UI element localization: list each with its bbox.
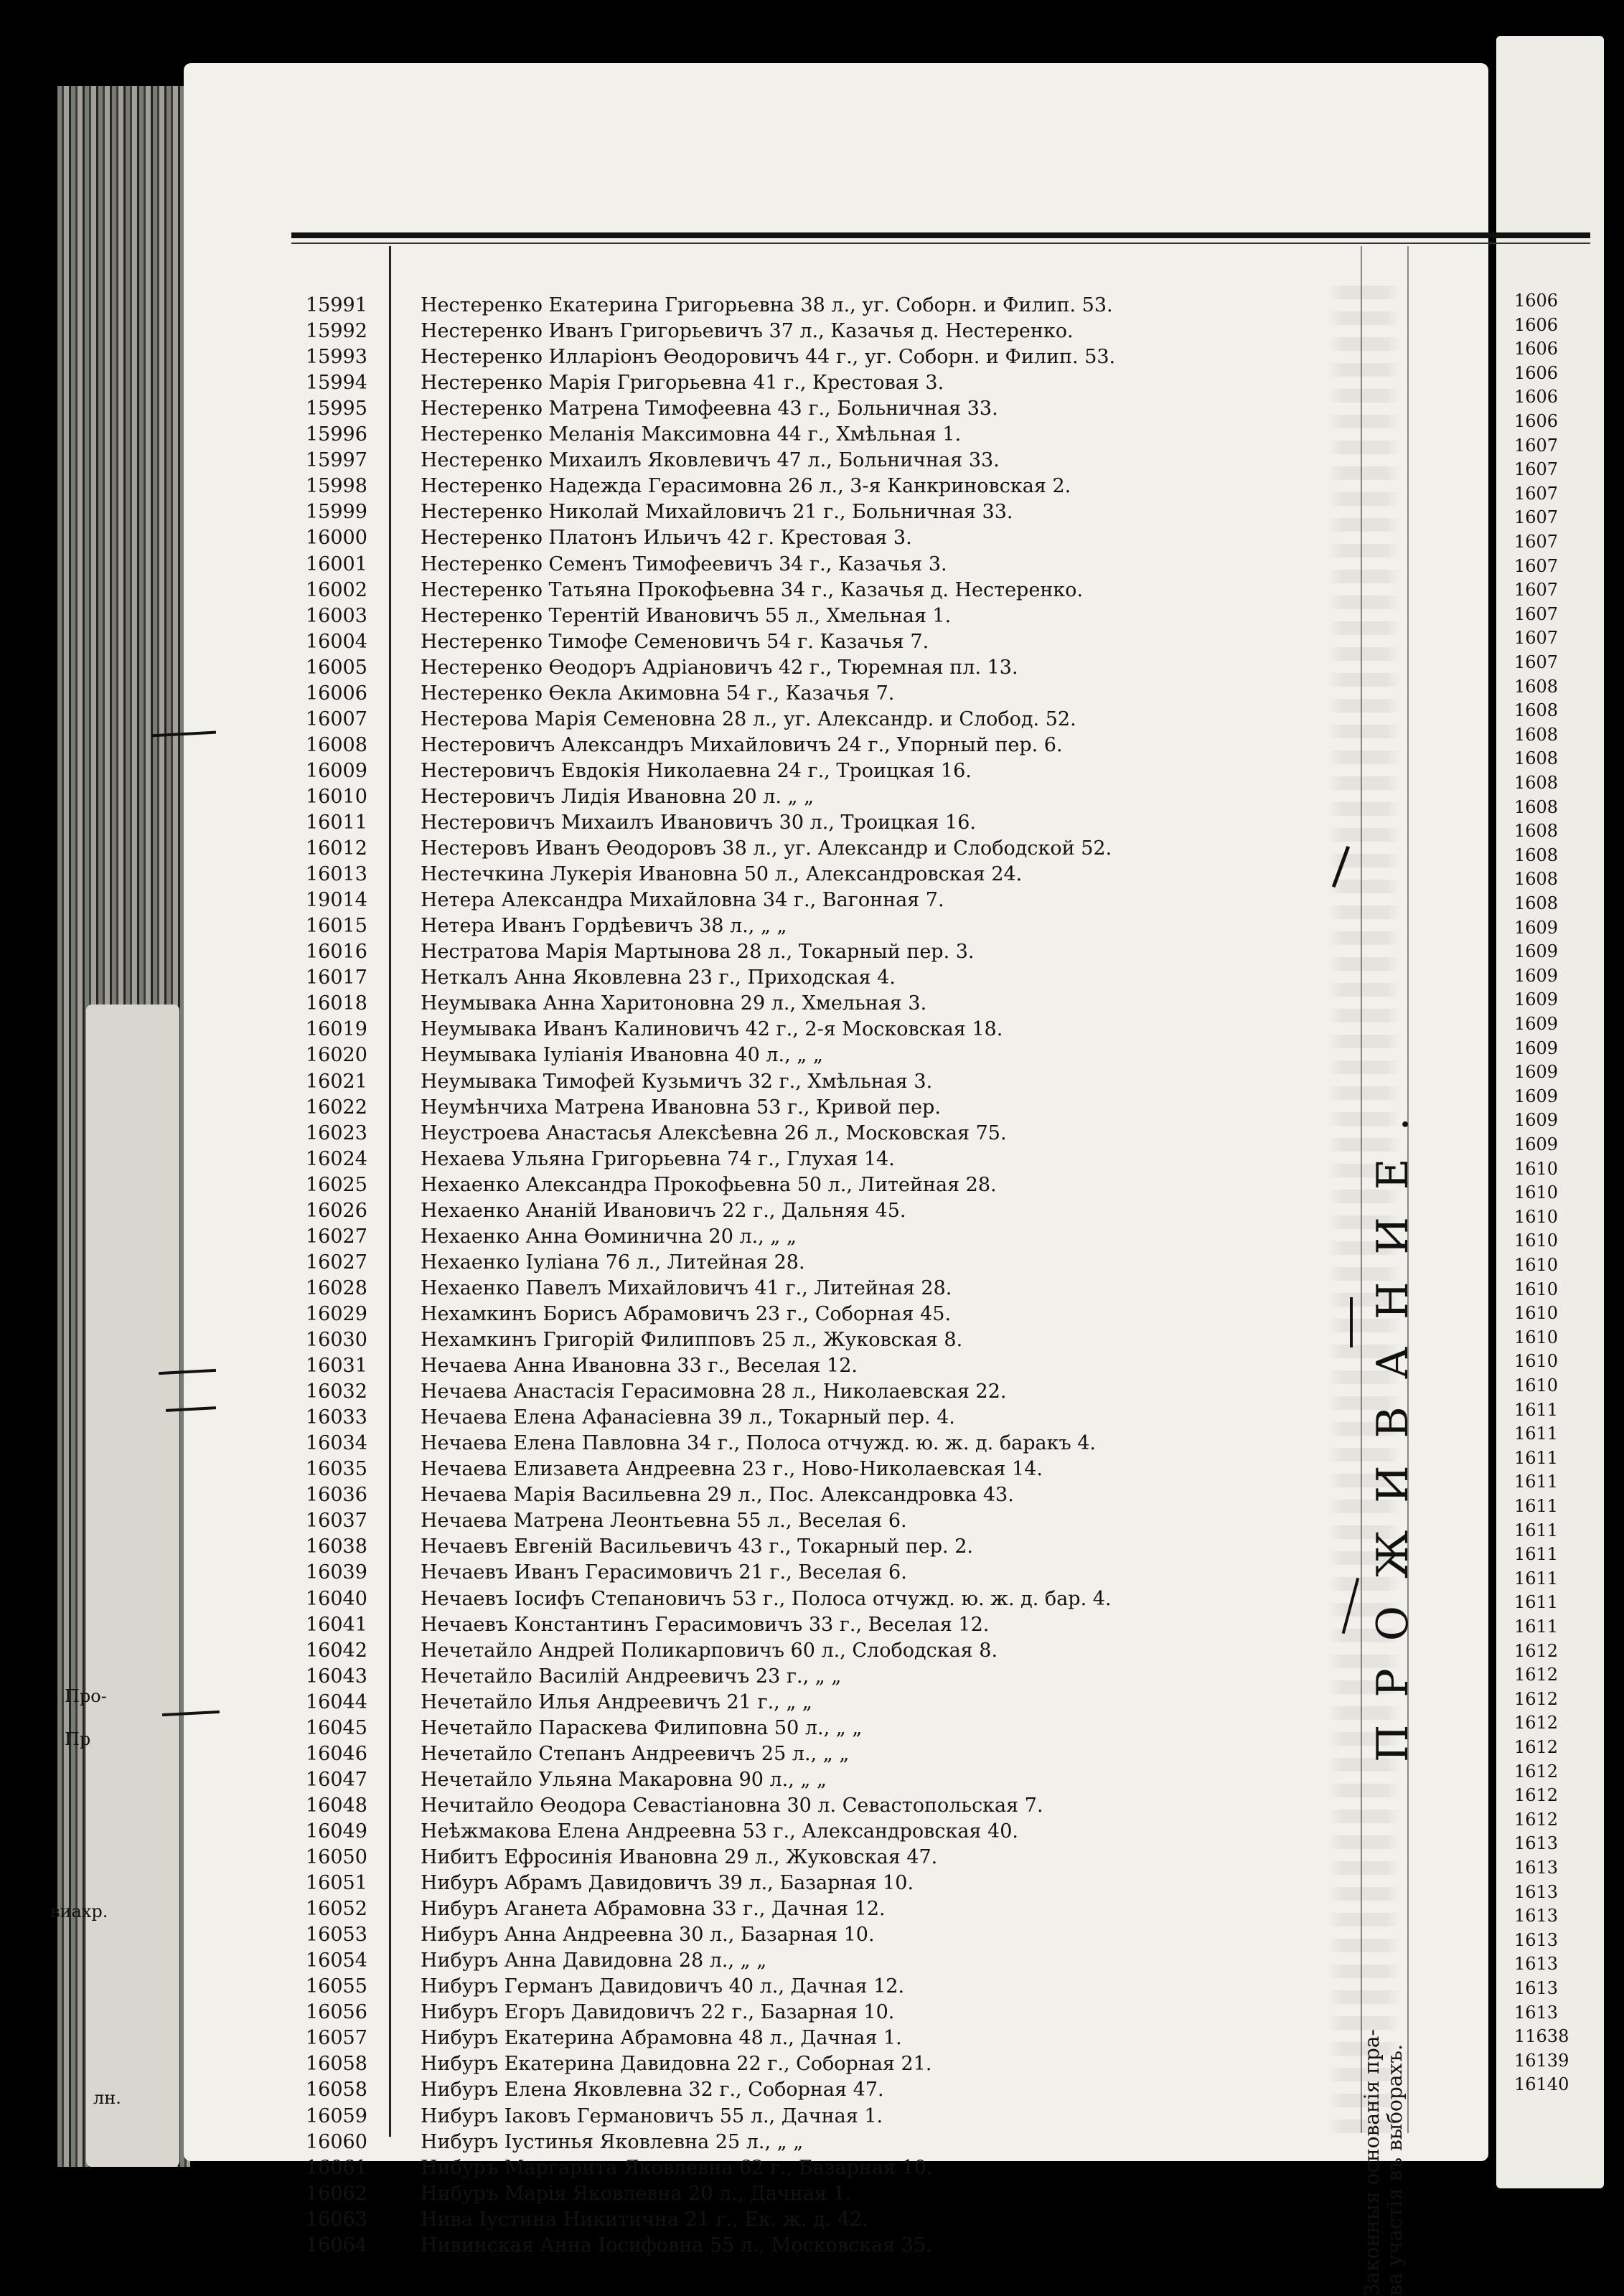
bleed-line <box>1328 337 1400 351</box>
side-section-title: ПРОЖИВАНИЕ. <box>1368 1090 1418 1763</box>
entry-number: 16033 <box>306 1406 367 1429</box>
entry-text: Нетера Иванъ Гордѣевичъ 38 л., „ „ <box>421 915 787 938</box>
entry-number: 16040 <box>306 1587 367 1610</box>
adjacent-entry-number: 1610 <box>1514 1279 1559 1299</box>
entry-number: 16063 <box>306 2208 367 2231</box>
entry-number: 16029 <box>306 1302 367 1325</box>
entry-text: Нестеренко Тимофе Семеновичъ 54 г. Казачья 7. <box>421 630 929 653</box>
entry-number: 16036 <box>306 1484 367 1507</box>
entry-number: 15991 <box>306 294 367 316</box>
adjacent-entry-number: 1607 <box>1514 652 1559 672</box>
adjacent-entry-number: 1606 <box>1514 387 1559 408</box>
entry-text: Нестеренко Надежда Герасимовна 26 л., 3-я Канкриновская 2. <box>421 475 1071 498</box>
entry-number: 16037 <box>306 1510 367 1533</box>
entry-number: 16002 <box>306 578 367 601</box>
adjacent-entry-number: 1609 <box>1514 917 1559 938</box>
bleed-line <box>1328 441 1400 454</box>
entry-text: Нестеренко Платонъ Ильичъ 42 г. Крестовая 3. <box>421 527 912 550</box>
entry-text: Неумывака Иванъ Калиновичъ 42 г., 2-я Московская 18. <box>421 1018 1003 1041</box>
entry-number: 16038 <box>306 1535 367 1558</box>
entry-text: Нечаева Елена Афанасіевна 39 л., Токарный пер. 4. <box>421 1406 955 1429</box>
entry-number: 15994 <box>306 372 367 395</box>
entry-text: Нибуръ Германъ Давидовичъ 40 л., Дачная 12. <box>421 1975 905 1998</box>
entry-number: 15993 <box>306 346 367 369</box>
entry-text: Нестеренко Ѳекла Акимовна 54 г., Казачья 7. <box>421 682 895 705</box>
entry-text: Нестеренко Екатерина Григорьевна 38 л., уг. Соборн. и Филип. 53. <box>421 294 1113 316</box>
bleed-line <box>1328 389 1400 403</box>
entry-text: Нестеровичъ Михаилъ Ивановичъ 30 л., Троицкая 16. <box>421 811 976 834</box>
side-column-heading <box>1360 2029 1407 2296</box>
entry-text: Нехаенко Павелъ Михайловичъ 41 г., Литейная 28. <box>421 1276 952 1299</box>
entry-number: 16043 <box>306 1665 367 1688</box>
entry-text: Нибуръ Іаковъ Германовичъ 55 л., Дачная 1. <box>421 2104 883 2127</box>
bleed-line <box>1328 492 1400 506</box>
adjacent-entry-number: 1611 <box>1514 1544 1559 1565</box>
adjacent-entry-number: 1613 <box>1514 1906 1559 1926</box>
adjacent-entry-number: 1609 <box>1514 1014 1559 1034</box>
adjacent-entry-number: 1610 <box>1514 1158 1559 1179</box>
bleed-line <box>1328 570 1400 583</box>
bleed-line <box>1328 880 1400 893</box>
entry-number: 16045 <box>306 1716 367 1739</box>
adjacent-entry-number: 1607 <box>1514 603 1559 624</box>
entry-number: 16054 <box>306 1949 367 1972</box>
entry-text: Нестеровичъ Евдокія Николаевна 24 г., Троицкая 16. <box>421 759 972 782</box>
entry-text: Нибитъ Ефросинія Ивановна 29 л., Жуковская 47. <box>421 1846 938 1868</box>
entry-text: Нибуръ Екатерина Абрамовна 48 л., Дачная 1. <box>421 2027 902 2050</box>
entry-text: Нибуръ Анна Давидовна 28 л., „ „ <box>421 1949 767 1972</box>
bleed-line <box>1328 1965 1400 1978</box>
adjacent-entry-number: 1608 <box>1514 844 1559 865</box>
entry-text: Нехаенко Анна Ѳоминична 20 л., „ „ <box>421 1225 797 1248</box>
entry-text: Неѣжмакова Елена Андреевна 53 г., Александровская 40. <box>421 1820 1018 1843</box>
adjacent-entry-number: 1611 <box>1514 1447 1559 1468</box>
adjacent-entry-number: 1606 <box>1514 362 1559 383</box>
entry-text: Нестеренко Матрена Тимофеевна 43 г., Больничная 33. <box>421 397 998 420</box>
adjacent-entry-number: 1608 <box>1514 700 1559 721</box>
entry-number: 16061 <box>306 2156 367 2179</box>
entry-text: Нестеровичъ Александръ Михайловичъ 24 г., Упорный пер. 6. <box>421 733 1063 756</box>
adjacent-entry-number: 1608 <box>1514 748 1559 769</box>
entry-number: 16047 <box>306 1768 367 1791</box>
bleed-line <box>1328 699 1400 712</box>
adjacent-entry-number: 1607 <box>1514 532 1559 552</box>
entry-text: Нива Іустина Никитична 21 г., Ек. ж. д. 42. <box>421 2208 868 2231</box>
bleed-line <box>1328 286 1400 299</box>
entry-text: Нестеренко Семенъ Тимофеевичъ 34 г., Казачья 3. <box>421 552 947 575</box>
entry-number: 16039 <box>306 1561 367 1584</box>
adjacent-entry-number: 1610 <box>1514 1206 1559 1227</box>
entry-text: Нестеренко Михаилъ Яковлевичъ 47 л., Больничная 33. <box>421 449 1000 472</box>
bleed-line <box>1328 544 1400 557</box>
entry-text: Нечаевъ Константинъ Герасимовичъ 33 г., Веселая 12. <box>421 1613 990 1636</box>
entry-number: 16056 <box>306 2001 367 2024</box>
adjacent-entry-number: 1612 <box>1514 1761 1559 1782</box>
entry-number: 16064 <box>306 2234 367 2257</box>
adjacent-entry-number: 1612 <box>1514 1665 1559 1685</box>
entry-number: 16005 <box>306 656 367 679</box>
entry-number: 16026 <box>306 1199 367 1222</box>
bleed-line <box>1328 673 1400 687</box>
entry-text: Нечитайло Ѳеодора Севастіановна 30 л. Севастопольская 7. <box>421 1794 1043 1817</box>
bleed-line <box>1328 828 1400 842</box>
entry-text: Нечаевъ Іосифъ Степановичъ 53 г., Полоса отчужд. ю. ж. д. бар. 4. <box>421 1587 1112 1610</box>
adjacent-entry-number: 16140 <box>1514 2074 1569 2095</box>
left-fragment-text: лн. <box>93 2088 121 2108</box>
bleed-line <box>1328 621 1400 635</box>
entry-text: Нестеренко Терентій Ивановичъ 55 л., Хмельная 1. <box>421 604 952 627</box>
entry-text: Неумѣнчиха Матрена Ивановна 53 г., Кривой пер. <box>421 1096 941 1119</box>
entry-number: 15997 <box>306 449 367 472</box>
adjacent-entry-number: 1607 <box>1514 628 1559 649</box>
entry-number: 16059 <box>306 2104 367 2127</box>
entry-number: 16019 <box>306 1018 367 1041</box>
entry-text: Неумывака Іуліанія Ивановна 40 л., „ „ <box>421 1044 823 1067</box>
adjacent-entry-number: 1610 <box>1514 1231 1559 1251</box>
bleed-line <box>1328 2016 1400 2030</box>
side-heading-line: ва участія въ выборахъ. <box>1383 2044 1407 2296</box>
adjacent-entry-number: 1607 <box>1514 555 1559 576</box>
entry-text: Нечетайло Степанъ Андреевичъ 25 л., „ „ <box>421 1742 850 1765</box>
entry-number: 15995 <box>306 397 367 420</box>
bleed-line <box>1328 415 1400 428</box>
bleed-line <box>1328 518 1400 532</box>
adjacent-entry-number: 1608 <box>1514 869 1559 890</box>
entry-number: 16015 <box>306 915 367 938</box>
entry-number: 16013 <box>306 863 367 886</box>
entry-number: 16027 <box>306 1251 367 1274</box>
entry-number: 16006 <box>306 682 367 705</box>
entry-number: 16020 <box>306 1044 367 1067</box>
entry-text: Нечаевъ Евгеній Васильевичъ 43 г., Токарный пер. 2. <box>421 1535 973 1558</box>
adjacent-entry-number: 1611 <box>1514 1472 1559 1492</box>
adjacent-entry-number: 1610 <box>1514 1303 1559 1324</box>
adjacent-entry-number: 1609 <box>1514 989 1559 1010</box>
adjacent-entry-number: 1613 <box>1514 1833 1559 1854</box>
entry-text: Нехаева Ульяна Григорьевна 74 г., Глухая 14. <box>421 1147 895 1170</box>
entry-number: 16012 <box>306 837 367 860</box>
adjacent-entry-number: 1612 <box>1514 1809 1559 1830</box>
adjacent-entry-number: 1610 <box>1514 1351 1559 1372</box>
adjacent-entry-number: 1606 <box>1514 339 1559 359</box>
adjacent-entry-number: 1607 <box>1514 459 1559 480</box>
entry-text: Нечаева Анастасія Герасимовна 28 л., Николаевская 22. <box>421 1380 1007 1403</box>
entry-number: 16021 <box>306 1070 367 1093</box>
bleed-line <box>1328 647 1400 661</box>
bleed-line <box>1328 776 1400 790</box>
entry-number: 16044 <box>306 1690 367 1713</box>
entry-text: Нестеренко Николай Михайловичъ 21 г., Больничная 33. <box>421 501 1013 524</box>
entry-text: Нечетайло Илья Андреевичъ 21 г., „ „ <box>421 1690 812 1713</box>
adjacent-entry-number: 11638 <box>1514 2026 1569 2047</box>
adjacent-entry-number: 1606 <box>1514 411 1559 431</box>
adjacent-entry-number: 1613 <box>1514 2002 1559 2023</box>
adjacent-entry-number: 1610 <box>1514 1327 1559 1347</box>
entry-text: Нехаенко Іуліана 76 л., Литейная 28. <box>421 1251 805 1274</box>
entry-text: Нибуръ Марія Яковлевна 20 л., Дачная 1. <box>421 2182 852 2205</box>
adjacent-entry-number: 1611 <box>1514 1424 1559 1444</box>
adjacent-entry-number: 1608 <box>1514 724 1559 745</box>
adjacent-entry-number: 1608 <box>1514 893 1559 913</box>
bleed-line <box>1328 596 1400 609</box>
adjacent-entry-number: 1607 <box>1514 580 1559 601</box>
entry-text: Нечаева Марія Васильевна 29 л., Пос. Александровка 43. <box>421 1484 1014 1507</box>
adjacent-entry-number: 1608 <box>1514 676 1559 697</box>
entry-text: Неткалъ Анна Яковлевна 23 г., Приходская 4. <box>421 966 896 989</box>
entry-text: Нибуръ Аганета Абрамовна 33 г., Дачная 12. <box>421 1898 886 1921</box>
adjacent-entry-number: 1613 <box>1514 1954 1559 1975</box>
adjacent-entry-number: 1609 <box>1514 941 1559 962</box>
entry-number: 16011 <box>306 811 367 834</box>
entry-number: 16041 <box>306 1613 367 1636</box>
bleed-line <box>1328 466 1400 480</box>
bleed-line <box>1328 905 1400 919</box>
entry-text: Нибуръ Елена Яковлевна 32 г., Соборная 47. <box>421 2079 884 2102</box>
left-page-fragment <box>36 1686 151 2117</box>
entry-number: 16001 <box>306 552 367 575</box>
entry-number: 16053 <box>306 1924 367 1947</box>
entry-text: Нехамкинъ Борисъ Абрамовичъ 23 г., Соборная 45. <box>421 1302 952 1325</box>
entry-number: 16032 <box>306 1380 367 1403</box>
left-fragment-text: Прo- <box>65 1686 107 1706</box>
entry-number: 15996 <box>306 423 367 446</box>
entry-number: 16049 <box>306 1820 367 1843</box>
adjacent-entry-number: 1611 <box>1514 1496 1559 1516</box>
entry-text: Нехаенко Александра Прокофьевна 50 л., Литейная 28. <box>421 1173 997 1196</box>
header-rule-thin <box>291 243 1590 244</box>
entry-text: Неумывака Анна Харитоновна 29 л., Хмельная 3. <box>421 992 927 1015</box>
entry-text: Нивинская Анна Іосифовна 55 л., Московская 35. <box>421 2234 932 2257</box>
entry-number: 16058 <box>306 2079 367 2102</box>
entry-text: Нестеренко Иванъ Григорьевичъ 37 л., Казачья д. Нестеренко. <box>421 320 1074 343</box>
bleed-line <box>1328 1990 1400 2004</box>
pen-mark <box>1350 1297 1353 1347</box>
register-page <box>184 63 1488 2296</box>
entry-number: 16042 <box>306 1639 367 1662</box>
entry-text: Нечаева Елизавета Андреевна 23 г., Ново-Николаевская 14. <box>421 1458 1043 1481</box>
entry-text: Нетера Александра Михайловна 34 г., Вагонная 7. <box>421 889 944 912</box>
entry-number: 16060 <box>306 2130 367 2153</box>
adjacent-entry-number: 1607 <box>1514 507 1559 528</box>
entry-number: 16055 <box>306 1975 367 1998</box>
entry-text: Нибуръ Маргарита Яковлевна 62 г., Базарная 10. <box>421 2156 933 2179</box>
entry-number: 19014 <box>306 889 367 912</box>
adjacent-entry-number: 1607 <box>1514 435 1559 456</box>
entry-number: 16008 <box>306 733 367 756</box>
adjacent-entry-number: 1608 <box>1514 773 1559 793</box>
entry-text: Нибуръ Абрамъ Давидовичъ 39 л., Базарная 10. <box>421 1872 914 1895</box>
entry-text: Нибуръ Екатерина Давидовна 22 г., Соборная 21. <box>421 2053 932 2076</box>
adjacent-entry-number: 1612 <box>1514 1640 1559 1661</box>
entry-text: Нестеровичъ Лидія Ивановна 20 л. „ „ <box>421 785 815 808</box>
adjacent-entry-number: 1609 <box>1514 1062 1559 1083</box>
entry-number: 16010 <box>306 785 367 808</box>
entry-text: Нечетайло Андрей Поликарповичъ 60 л., Слободская 8. <box>421 1639 998 1662</box>
entry-text: Нестеренко Татьяна Прокофьевна 34 г., Казачья д. Нестеренко. <box>421 578 1084 601</box>
entry-text: Нибуръ Іустинья Яковлевна 25 л., „ „ <box>421 2130 804 2153</box>
entry-number: 16046 <box>306 1742 367 1765</box>
adjacent-entry-number: 1609 <box>1514 1134 1559 1154</box>
bleed-line <box>1328 1939 1400 1952</box>
entry-number: 16050 <box>306 1846 367 1868</box>
left-fragment-text: Пр <box>65 1729 91 1749</box>
entry-number: 16016 <box>306 941 367 964</box>
entry-number: 15998 <box>306 475 367 498</box>
entry-text: Нестеренко Илларіонъ Ѳеодоровичъ 44 г., уг. Соборн. и Филип. 53. <box>421 346 1116 369</box>
adjacent-entry-number: 1613 <box>1514 1929 1559 1950</box>
entry-number: 16004 <box>306 630 367 653</box>
entry-number: 16025 <box>306 1173 367 1196</box>
adjacent-entry-number: 1611 <box>1514 1568 1559 1589</box>
entry-number: 16062 <box>306 2182 367 2205</box>
entry-number: 16027 <box>306 1225 367 1248</box>
bleed-line <box>1328 311 1400 325</box>
adjacent-entry-number: 1609 <box>1514 1038 1559 1058</box>
entry-number: 16007 <box>306 707 367 730</box>
entry-text: Нехамкинъ Григорій Филипповъ 25 л., Жуковская 8. <box>421 1329 963 1351</box>
entry-text: Нечаева Елена Павловна 34 г., Полоса отчужд. ю. ж. д. баракъ 4. <box>421 1432 1096 1455</box>
entry-text: Нечаевъ Иванъ Герасимовичъ 21 г., Веселая 6. <box>421 1561 907 1584</box>
side-heading-line: Законныя основанія пра- <box>1360 2029 1384 2296</box>
adjacent-entry-number: 1611 <box>1514 1617 1559 1637</box>
entry-number: 16031 <box>306 1355 367 1378</box>
adjacent-entry-number: 1606 <box>1514 291 1559 311</box>
entry-text: Нибуръ Анна Андреевна 30 л., Базарная 10. <box>421 1924 875 1947</box>
entry-number: 16058 <box>306 2053 367 2076</box>
entry-text: Нечаева Анна Ивановна 33 г., Веселая 12. <box>421 1355 858 1378</box>
entry-text: Нестерова Марія Семеновна 28 л., уг. Александр. и Слобод. 52. <box>421 707 1076 730</box>
entry-number: 15999 <box>306 501 367 524</box>
entry-number: 16023 <box>306 1121 367 1144</box>
adjacent-entry-number: 1608 <box>1514 796 1559 817</box>
entry-text: Нестеровъ Иванъ Ѳеодоровъ 38 л., уг. Александр и Слободской 52. <box>421 837 1112 860</box>
adjacent-entry-number: 1610 <box>1514 1375 1559 1396</box>
entry-text: Нечетайло Параскева Филиповна 50 л., „ „ <box>421 1716 863 1739</box>
entry-number: 16017 <box>306 966 367 989</box>
entry-text: Нехаенко Ананій Ивановичъ 22 г., Дальняя 45. <box>421 1199 906 1222</box>
adjacent-entry-number: 1609 <box>1514 965 1559 986</box>
adjacent-entry-number: 1608 <box>1514 821 1559 842</box>
left-fragment-text: виахр. <box>50 1901 108 1921</box>
adjacent-entry-number: 1609 <box>1514 1110 1559 1131</box>
entry-number: 16035 <box>306 1458 367 1481</box>
entry-text: Нечаева Матрена Леонтьевна 55 л., Веселая 6. <box>421 1510 907 1533</box>
adjacent-entry-number: 1611 <box>1514 1592 1559 1613</box>
header-rule <box>291 232 1590 238</box>
adjacent-entry-number: 1610 <box>1514 1255 1559 1275</box>
entry-number: 16051 <box>306 1872 367 1895</box>
entry-text: Нестечкина Лукерія Ивановна 50 л., Александровская 24. <box>421 863 1023 886</box>
adjacent-entry-number: 1612 <box>1514 1688 1559 1709</box>
entry-number: 16009 <box>306 759 367 782</box>
entry-text: Нестеренко Меланія Максимовна 44 г., Хмѣльная 1. <box>421 423 962 446</box>
entry-text: Нестеренко Ѳеодоръ Адріановичъ 42 г., Тюремная пл. 13. <box>421 656 1018 679</box>
entry-text: Неустроева Анастасья Алексѣевна 26 л., Московская 75. <box>421 1121 1007 1144</box>
adjacent-entry-number: 16139 <box>1514 2050 1569 2071</box>
bleed-line <box>1328 751 1400 764</box>
adjacent-entry-number: 1611 <box>1514 1520 1559 1540</box>
entry-number: 16000 <box>306 527 367 550</box>
adjacent-entry-number: 1613 <box>1514 1881 1559 1902</box>
adjacent-entry-number: 1611 <box>1514 1399 1559 1420</box>
adjacent-entry-number: 1612 <box>1514 1737 1559 1757</box>
entry-number: 16057 <box>306 2027 367 2050</box>
entry-number: 16003 <box>306 604 367 627</box>
entry-text: Неумывака Тимофей Кузьмичъ 32 г., Хмѣльная 3. <box>421 1070 933 1093</box>
adjacent-entry-number: 1607 <box>1514 483 1559 504</box>
entry-number: 16028 <box>306 1276 367 1299</box>
entry-number: 16030 <box>306 1329 367 1351</box>
entry-text: Нибуръ Егоръ Давидовичъ 22 г., Базарная 10. <box>421 2001 895 2024</box>
adjacent-entry-number: 1613 <box>1514 1858 1559 1878</box>
entry-number: 16048 <box>306 1794 367 1817</box>
entry-number: 15992 <box>306 320 367 343</box>
entry-number: 16022 <box>306 1096 367 1119</box>
entry-number: 16018 <box>306 992 367 1015</box>
entry-number: 16052 <box>306 1898 367 1921</box>
entry-text: Нестеренко Марія Григорьевна 41 г., Крестовая 3. <box>421 372 944 395</box>
bleed-line <box>1328 802 1400 816</box>
entry-number: 16024 <box>306 1147 367 1170</box>
adjacent-entry-number: 1609 <box>1514 1086 1559 1106</box>
entry-text: Нечетайло Василій Андреевичъ 23 г., „ „ <box>421 1665 842 1688</box>
adjacent-entry-number: 1613 <box>1514 1978 1559 1998</box>
adjacent-entry-number: 1612 <box>1514 1713 1559 1733</box>
entry-number: 16034 <box>306 1432 367 1455</box>
bleed-line <box>1328 725 1400 738</box>
entry-text: Нечетайло Ульяна Макаровна 90 л., „ „ <box>421 1768 827 1791</box>
entry-text: Нестратова Марія Мартынова 28 л., Токарный пер. 3. <box>421 941 975 964</box>
adjacent-entry-number: 1610 <box>1514 1182 1559 1203</box>
adjacent-entry-number: 1612 <box>1514 1785 1559 1806</box>
adjacent-entry-number: 1606 <box>1514 314 1559 335</box>
bleed-line <box>1328 363 1400 377</box>
